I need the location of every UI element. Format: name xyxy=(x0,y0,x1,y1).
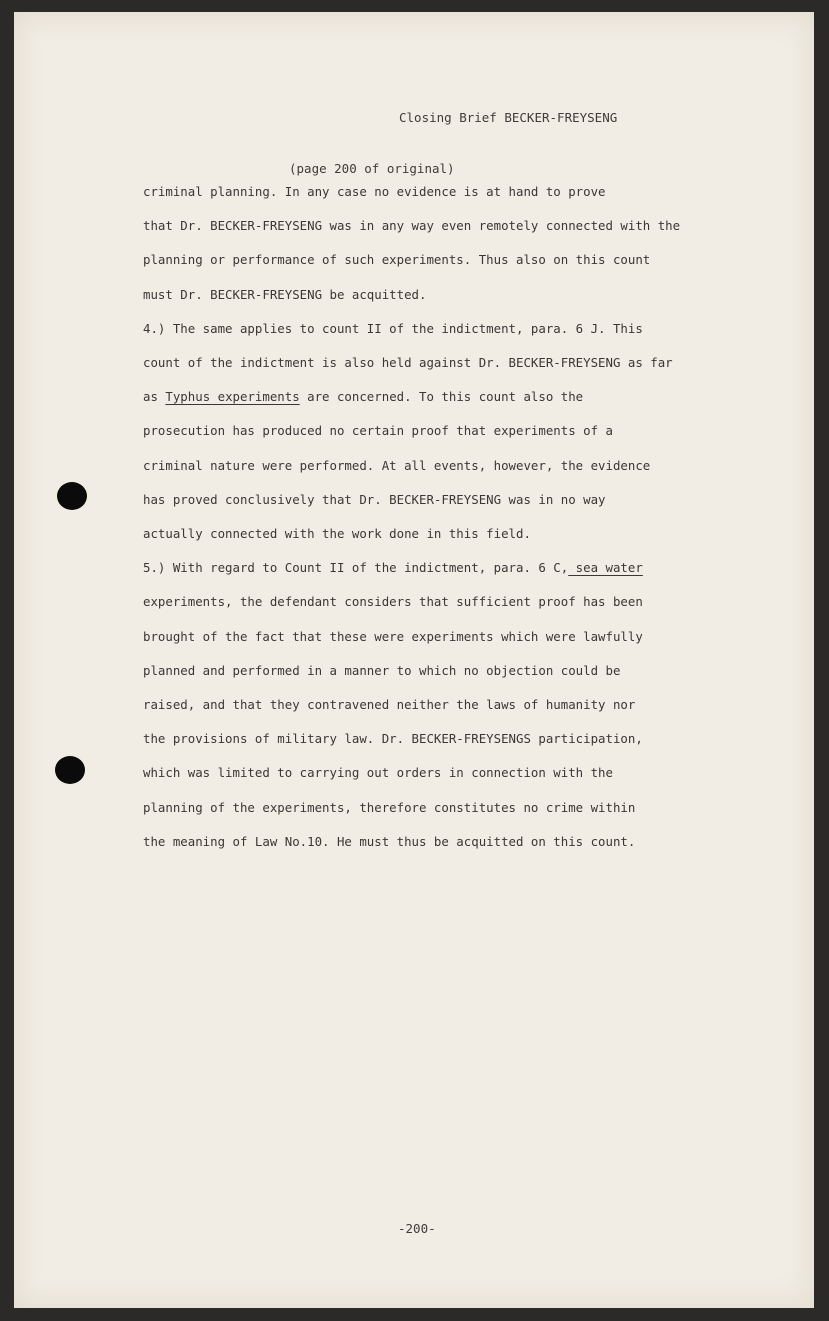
text-line: the meaning of Law No.10. He must thus be acquitted on this count. xyxy=(143,833,636,849)
text-line: brought of the fact that these were experiments which were lawfully xyxy=(143,628,643,644)
text-line: 4.) The same applies to count II of the indictment, para. 6 J. This xyxy=(143,320,643,336)
text-line: criminal planning. In any case no evidence is at hand to prove xyxy=(143,184,606,199)
text-line: planned and performed in a manner to which no objection could be xyxy=(143,662,621,678)
page-number: -200- xyxy=(398,1221,436,1236)
text-line: must Dr. BECKER-FREYSENG be acquitted. xyxy=(143,286,427,302)
text-line xyxy=(143,389,583,404)
text-line: that Dr. BECKER-FREYSENG was in any way even remotely connected with the xyxy=(143,218,681,234)
text-line: has proved conclusively that Dr. BECKER-FREYSENG was in no way xyxy=(143,491,606,507)
text-line: planning or performance of such experiments. Thus also on this count xyxy=(143,252,651,268)
text-line: count of the indictment is also held against Dr. BECKER-FREYSENG as far xyxy=(143,355,673,370)
text-line: the provisions of military law. Dr. BECKER-FREYSENGS participation, xyxy=(143,731,643,747)
punch-hole-bottom xyxy=(55,756,85,784)
line-segment: as xyxy=(143,389,166,405)
text-line: prosecution has produced no certain proof that experiments of a xyxy=(143,423,613,439)
line-segment: are concerned. To this count also the xyxy=(299,389,584,405)
underlined-phrase: sea water xyxy=(568,560,643,576)
original-page-reference: (page 200 of original) xyxy=(289,161,455,176)
text-line xyxy=(143,560,643,575)
document-page xyxy=(14,12,814,1308)
punch-hole-top xyxy=(57,482,87,510)
text-line: actually connected with the work done in this field. xyxy=(143,526,531,541)
text-line: which was limited to carrying out orders in connection with the xyxy=(143,765,613,781)
text-line: raised, and that they contravened neither the laws of humanity nor xyxy=(143,697,636,712)
text-line: criminal nature were performed. At all events, however, the evidence xyxy=(143,457,651,473)
document-header: Closing Brief BECKER-FREYSENG xyxy=(399,110,618,125)
underlined-phrase: Typhus experiments xyxy=(165,389,300,405)
line-segment: 5.) With regard to Count II of the indictment, para. 6 C, xyxy=(143,560,569,576)
text-line: planning of the experiments, therefore constitutes no crime within xyxy=(143,799,636,815)
text-line: experiments, the defendant considers that sufficient proof has been xyxy=(143,594,643,610)
